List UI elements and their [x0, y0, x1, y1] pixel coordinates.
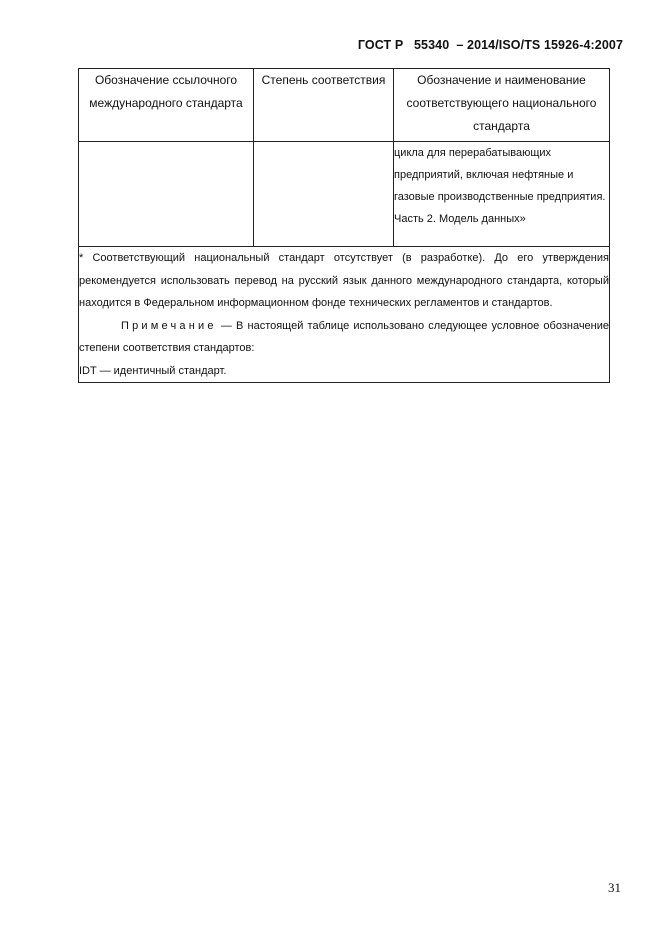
note-text: — В настоящей таблице использовано следующее условное обозначение степени соответствия стандартов:: [79, 319, 609, 354]
table-header-row: [79, 69, 610, 142]
document-header: ГОСТ Р 55340 – 2014/ISO/TS 15926-4:2007: [357, 38, 623, 52]
cell-compliance-degree: [254, 142, 394, 247]
footnote-text: * Соответствующий национальный стандарт отсутствует (в разработке). До его утверждения рекомендуется использовать перевод на русский язык данного международного стандарта, который находится в Федеральном информационном фонде технических регламентов и стандартов.: [79, 252, 609, 309]
page-number: 31: [608, 880, 621, 895]
table-note: [79, 315, 609, 360]
column-header-compliance-degree: Степень соответствия: [254, 69, 394, 142]
idt-definition: IDT — идентичный стандарт.: [79, 364, 227, 377]
column-header-reference-standard: Обозначение ссылочного международного стандарта: [79, 69, 254, 142]
cell-reference-standard: [79, 142, 254, 247]
footnote-cell: [79, 247, 610, 383]
table-row: [79, 142, 610, 247]
footnote-row: [79, 247, 610, 383]
cell-national-standard: цикла для перерабатывающих предприятий, включая нефтяные и газовые производственные предприятия. Часть 2. Модель данных»: [394, 142, 610, 247]
note-label: Примечание: [121, 319, 217, 332]
column-header-national-standard: Обозначение и наименование соответствующего национального стандарта: [394, 69, 610, 142]
standards-table: [78, 68, 610, 383]
